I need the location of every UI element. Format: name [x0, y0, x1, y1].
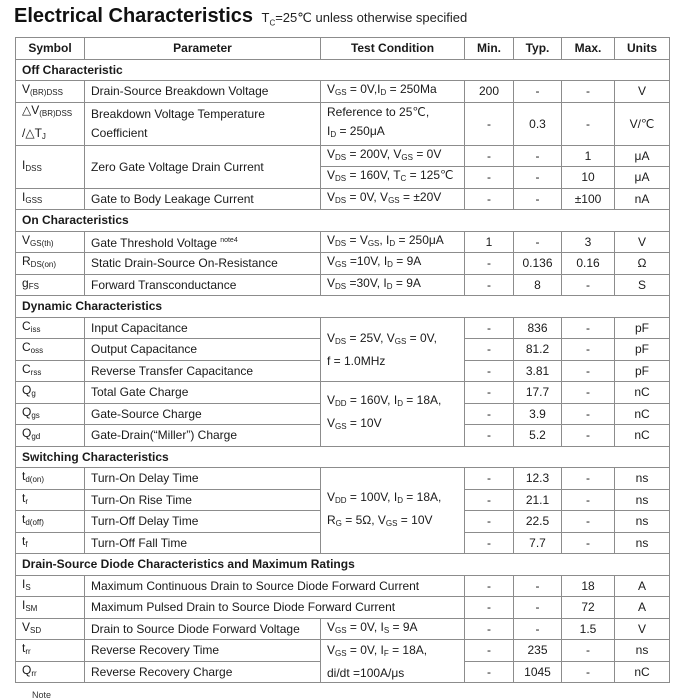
min-cell: - [465, 317, 514, 339]
condition-cell: Reference to 25℃, $I_D = 250\mu A$ [321, 102, 465, 145]
condition-cell: $V_{GS} = 0V$, $I_F = 18A$, di/dt =100A/μs [321, 640, 465, 683]
symbol-cell: $C_{oss}$ [16, 339, 85, 361]
unit-cell: ns [615, 511, 670, 533]
unit-cell: V [615, 81, 670, 103]
min-cell: - [465, 489, 514, 511]
section-on: On Characteristics [16, 210, 670, 232]
symbol-cell: $I_{GSS}$ [16, 188, 85, 210]
min-cell: - [465, 575, 514, 597]
min-cell: - [465, 188, 514, 210]
unit-cell: nC [615, 403, 670, 425]
symbol-cell: $C_{rss}$ [16, 360, 85, 382]
section-row [16, 554, 670, 576]
max-cell: ±100 [562, 188, 615, 210]
symbol-cell: $V_{GS(th)}$ [16, 231, 85, 253]
symbol-cell: $t_r$ [16, 489, 85, 511]
symbol-cell: $t_{d(off)}$ [16, 511, 85, 533]
table-row [16, 618, 670, 640]
max-cell: - [562, 102, 615, 145]
table-row [16, 253, 670, 275]
table-row [16, 102, 670, 145]
typ-cell: - [514, 618, 562, 640]
condition-cell: $V_{DS} =30V$, $I_D = 9A$ [321, 274, 465, 296]
typ-cell: - [514, 188, 562, 210]
parameter-cell: Total Gate Charge [85, 382, 321, 404]
min-cell: - [465, 618, 514, 640]
table-row [16, 231, 670, 253]
max-cell: - [562, 661, 615, 683]
electrical-characteristics-table [15, 37, 670, 683]
symbol-cell: $I_S$ [16, 575, 85, 597]
parameter-cell: Reverse Recovery Charge [85, 661, 321, 683]
min-cell: - [465, 167, 514, 189]
max-cell: - [562, 425, 615, 447]
min-cell: - [465, 468, 514, 490]
section-row [16, 446, 670, 468]
header-parameter: Parameter [85, 38, 321, 60]
footer-note: Note [32, 690, 52, 700]
section-row [16, 59, 670, 81]
table-row [16, 597, 670, 619]
table-row [16, 382, 670, 404]
parameter-cell: Turn-On Rise Time [85, 489, 321, 511]
header-test-condition: Test Condition [321, 38, 465, 60]
unit-cell: nC [615, 382, 670, 404]
parameter-cell: Turn-Off Fall Time [85, 532, 321, 554]
unit-cell: ns [615, 489, 670, 511]
parameter-cell: Maximum Pulsed Drain to Source Diode Forward Current [85, 597, 465, 619]
unit-cell: A [615, 597, 670, 619]
unit-cell: S [615, 274, 670, 296]
unit-cell: nC [615, 425, 670, 447]
typ-cell: - [514, 597, 562, 619]
table-row [16, 274, 670, 296]
parameter-cell: Turn-Off Delay Time [85, 511, 321, 533]
typ-cell: 1045 [514, 661, 562, 683]
table-row [16, 575, 670, 597]
section-diode: Drain-Source Diode Characteristics and Maximum Ratings [16, 554, 670, 576]
typ-cell: 3.9 [514, 403, 562, 425]
min-cell: - [465, 274, 514, 296]
min-cell: - [465, 661, 514, 683]
typ-cell: 22.5 [514, 511, 562, 533]
unit-cell: nA [615, 188, 670, 210]
typ-cell: - [514, 145, 562, 167]
title-cond-rest: =25℃ unless otherwise specified [275, 10, 468, 25]
typ-cell: 836 [514, 317, 562, 339]
max-cell: - [562, 468, 615, 490]
max-cell: 1.5 [562, 618, 615, 640]
symbol-cell: $V_{SD}$ [16, 618, 85, 640]
header-symbol: Symbol [16, 38, 85, 60]
min-cell: - [465, 511, 514, 533]
max-cell: 1 [562, 145, 615, 167]
min-cell: - [465, 253, 514, 275]
parameter-cell: Gate to Body Leakage Current [85, 188, 321, 210]
header-typ: Typ. [514, 38, 562, 60]
min-cell: - [465, 425, 514, 447]
condition-cell: $V_{DS} = 25V$, $V_{GS} = 0V$, f = 1.0MHz [321, 317, 465, 382]
title-main: Electrical Characteristics [14, 5, 254, 27]
typ-cell: 5.2 [514, 425, 562, 447]
symbol-cell: $C_{iss}$ [16, 317, 85, 339]
symbol-cell: $t_{rr}$ [16, 640, 85, 662]
parameter-cell: Breakdown Voltage Temperature Coefficient [85, 102, 321, 145]
table-row [16, 145, 670, 167]
min-cell: - [465, 597, 514, 619]
max-cell: - [562, 403, 615, 425]
typ-cell: 7.7 [514, 532, 562, 554]
table-row [16, 468, 670, 490]
typ-cell: 0.3 [514, 102, 562, 145]
unit-cell: ns [615, 640, 670, 662]
condition-cell: $V_{DD} = 160V$, $I_D = 18A$, $V_{GS} = 10V$ [321, 382, 465, 447]
typ-cell: 3.81 [514, 360, 562, 382]
max-cell: 0.16 [562, 253, 615, 275]
unit-cell: ns [615, 468, 670, 490]
typ-cell: - [514, 575, 562, 597]
section-row [16, 296, 670, 318]
note-reference: note4 [220, 236, 238, 244]
parameter-cell: Reverse Transfer Capacitance [85, 360, 321, 382]
min-cell: - [465, 403, 514, 425]
min-cell: - [465, 360, 514, 382]
symbol-cell: $t_f$ [16, 532, 85, 554]
section-off: Off Characteristic [16, 59, 670, 81]
section-row [16, 210, 670, 232]
parameter-cell: Input Capacitance [85, 317, 321, 339]
max-cell: - [562, 489, 615, 511]
typ-cell: 81.2 [514, 339, 562, 361]
parameter-cell: Zero Gate Voltage Drain Current [85, 145, 321, 188]
unit-cell: Ω [615, 253, 670, 275]
parameter-cell: Reverse Recovery Time [85, 640, 321, 662]
typ-cell: 12.3 [514, 468, 562, 490]
max-cell: 18 [562, 575, 615, 597]
max-cell: - [562, 339, 615, 361]
condition-cell: $V_{DS} = 0V$, $V_{GS} = \pm 20V$ [321, 188, 465, 210]
condition-cell: $V_{GS} =10V$, $I_D = 9A$ [321, 253, 465, 275]
parameter-cell: Gate-Source Charge [85, 403, 321, 425]
condition-cell: $V_{GS} = 0V,I_D = 250Ma$ [321, 81, 465, 103]
typ-cell: - [514, 167, 562, 189]
parameter-cell: Drain to Source Diode Forward Voltage [85, 618, 321, 640]
symbol-cell: $g_{FS}$ [16, 274, 85, 296]
max-cell: - [562, 274, 615, 296]
min-cell: - [465, 145, 514, 167]
unit-cell: ns [615, 532, 670, 554]
title-cond-sub: C [269, 18, 276, 28]
parameter-cell: Forward Transconductance [85, 274, 321, 296]
max-cell: - [562, 532, 615, 554]
unit-cell: pF [615, 317, 670, 339]
min-cell: - [465, 102, 514, 145]
unit-cell: μA [615, 145, 670, 167]
symbol-cell: $I_{SM}$ [16, 597, 85, 619]
condition-cell: $V_{DD} = 100V$, $I_D = 18A$, $R_G = 5\Omega$, $V_{GS} = 10V$ [321, 468, 465, 554]
section-dynamic: Dynamic Characteristics [16, 296, 670, 318]
table-row [16, 188, 670, 210]
unit-cell: V [615, 231, 670, 253]
max-cell: 3 [562, 231, 615, 253]
parameter-cell: Turn-On Delay Time [85, 468, 321, 490]
header-row [16, 38, 670, 60]
typ-cell: 0.136 [514, 253, 562, 275]
min-cell: - [465, 532, 514, 554]
min-cell: - [465, 640, 514, 662]
min-cell: - [465, 339, 514, 361]
title-condition [261, 10, 468, 28]
parameter-cell: Maximum Continuous Drain to Source Diode Forward Current [85, 575, 465, 597]
title-cond-prefix: T [261, 10, 270, 25]
header-min: Min. [465, 38, 514, 60]
parameter-cell: Gate Threshold Voltage $^{note4}$ [85, 231, 321, 253]
symbol-cell: $V_{(BR)DSS}$ [16, 81, 85, 103]
typ-cell: 8 [514, 274, 562, 296]
max-cell: - [562, 640, 615, 662]
typ-cell: - [514, 231, 562, 253]
unit-cell: pF [615, 339, 670, 361]
max-cell: - [562, 81, 615, 103]
typ-cell: 235 [514, 640, 562, 662]
symbol-cell: $\triangle V_{(BR)DSS}$ $/\triangle T_J$ [16, 102, 85, 145]
condition-cell: $V_{DS} = 200V$, $V_{GS} = 0V$ [321, 145, 465, 167]
typ-cell: 21.1 [514, 489, 562, 511]
parameter-cell: Output Capacitance [85, 339, 321, 361]
section-switching: Switching Characteristics [16, 446, 670, 468]
typ-cell: - [514, 81, 562, 103]
symbol-cell: $I_{DSS}$ [16, 145, 85, 188]
symbol-cell: $Q_g$ [16, 382, 85, 404]
header-units: Units [615, 38, 670, 60]
parameter-cell: Drain-Source Breakdown Voltage [85, 81, 321, 103]
min-cell: 200 [465, 81, 514, 103]
unit-cell: μA [615, 167, 670, 189]
table-row [16, 640, 670, 662]
table-row [16, 81, 670, 103]
table-row [16, 317, 670, 339]
max-cell: - [562, 382, 615, 404]
condition-cell: $V_{DS} = V_{GS}$, $I_D = 250\mu A$ [321, 231, 465, 253]
typ-cell: 17.7 [514, 382, 562, 404]
unit-cell: pF [615, 360, 670, 382]
symbol-cell: $Q_{gs}$ [16, 403, 85, 425]
unit-cell: V/℃ [615, 102, 670, 145]
parameter-cell: Static Drain-Source On-Resistance [85, 253, 321, 275]
header-max: Max. [562, 38, 615, 60]
min-cell: - [465, 382, 514, 404]
symbol-cell: $R_{DS(on)}$ [16, 253, 85, 275]
max-cell: 72 [562, 597, 615, 619]
unit-cell: A [615, 575, 670, 597]
parameter-cell: Gate-Drain(“Miller”) Charge [85, 425, 321, 447]
symbol-cell: $t_{d(on)}$ [16, 468, 85, 490]
condition-cell: $V_{DS} = 160V$, $T_C$ = 125℃ [321, 167, 465, 189]
max-cell: - [562, 317, 615, 339]
unit-cell: nC [615, 661, 670, 683]
max-cell: 10 [562, 167, 615, 189]
unit-cell: V [615, 618, 670, 640]
symbol-cell: $Q_{gd}$ [16, 425, 85, 447]
condition-cell: $V_{GS} = 0V$, $I_S = 9A$ [321, 618, 465, 640]
max-cell: - [562, 511, 615, 533]
min-cell: 1 [465, 231, 514, 253]
max-cell: - [562, 360, 615, 382]
page-title [14, 5, 467, 28]
symbol-cell: $Q_{rr}$ [16, 661, 85, 683]
